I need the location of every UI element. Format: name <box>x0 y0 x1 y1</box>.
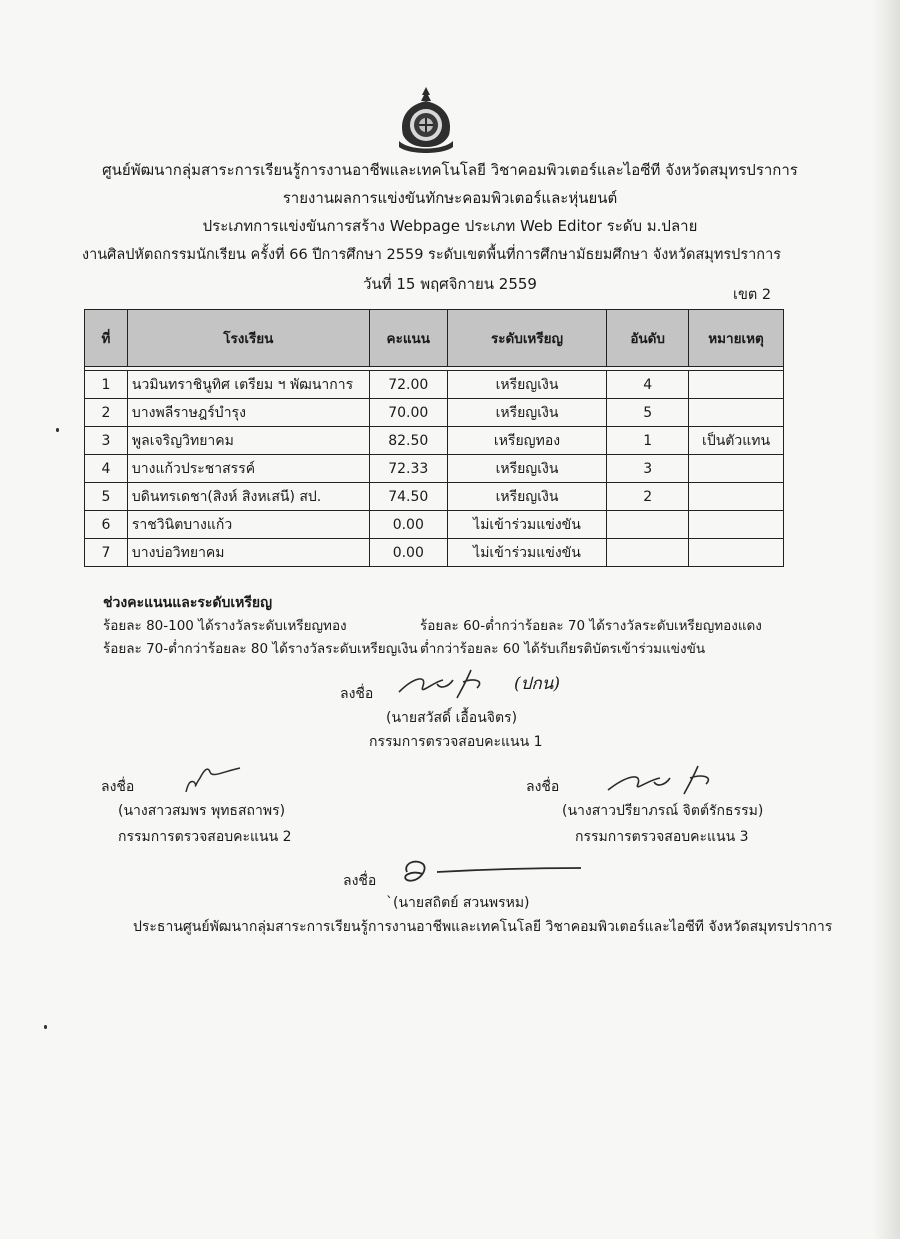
cell-medal: เหรียญเงิน <box>447 371 607 399</box>
signature-judge1 <box>393 664 518 700</box>
table-row <box>85 427 784 455</box>
col-header-no: ที่ <box>85 310 128 367</box>
header-report-title: รายงานผลการแข่งขันทักษะคอมพิวเตอร์และหุ่นยนต์ <box>282 189 618 207</box>
cell-note <box>689 511 784 539</box>
cell-note <box>689 539 784 567</box>
cell-school: พูลเจริญวิทยาคม <box>127 427 369 455</box>
cell-note: เป็นตัวแทน <box>689 427 784 455</box>
col-header-medal: ระดับเหรียญ <box>447 310 607 367</box>
table-row <box>85 483 784 511</box>
chair-name: `(นายสถิตย์ สวนพรหม) <box>386 895 530 911</box>
cell-school: บางพลีราษฎร์บำรุง <box>127 399 369 427</box>
sign-label-judge3: ลงชื่อ <box>526 779 560 795</box>
cell-school: ราชวินิตบางแก้ว <box>127 511 369 539</box>
col-header-score: คะแนน <box>369 310 447 367</box>
cell-no: 6 <box>85 511 128 539</box>
cell-score: 0.00 <box>369 539 447 567</box>
chair-role: ประธานศูนย์พัฒนากลุ่มสาระการเรียนรู้การงานอาชีพและเทคโนโลยี วิชาคอมพิวเตอร์และไอซีที จังหวัดสมุทรปราการ <box>133 919 833 935</box>
table-row <box>85 511 784 539</box>
col-header-rank: อันดับ <box>607 310 689 367</box>
cell-rank: 5 <box>607 399 689 427</box>
cell-rank <box>607 511 689 539</box>
zone-label: เขต 2 <box>733 287 772 303</box>
cell-note <box>689 399 784 427</box>
table-row <box>85 455 784 483</box>
signature-chair <box>393 850 588 892</box>
cell-score: 0.00 <box>369 511 447 539</box>
cell-score: 72.00 <box>369 371 447 399</box>
sign-label-judge2: ลงชื่อ <box>101 779 135 795</box>
cell-score: 74.50 <box>369 483 447 511</box>
cell-no: 7 <box>85 539 128 567</box>
cell-rank <box>607 539 689 567</box>
header-date: วันที่ 15 พฤศจิกายน 2559 <box>363 275 537 293</box>
judge2-role: กรรมการตรวจสอบคะแนน 2 <box>118 829 292 845</box>
cell-school: บางบ่อวิทยาคม <box>127 539 369 567</box>
legend-bronze: ร้อยละ 60-ต่ำกว่าร้อยละ 70 ได้รางวัลระดับเหรียญทองแดง <box>420 618 762 634</box>
cell-rank: 4 <box>607 371 689 399</box>
cell-rank: 3 <box>607 455 689 483</box>
cell-note <box>689 455 784 483</box>
sign-label-chair: ลงชื่อ <box>343 873 377 889</box>
cell-medal: ไม่เข้าร่วมแข่งขัน <box>447 511 607 539</box>
results-table <box>84 309 784 567</box>
legend-participation: ต่ำกว่าร้อยละ 60 ได้รับเกียรติบัตรเข้าร่วมแข่งขัน <box>420 641 706 657</box>
cell-no: 2 <box>85 399 128 427</box>
judge2-name: (นางสาวสมพร พุทธสถาพร) <box>118 803 286 819</box>
col-header-school: โรงเรียน <box>127 310 369 367</box>
cell-medal: ไม่เข้าร่วมแข่งขัน <box>447 539 607 567</box>
header-event-line: งานศิลปหัตถกรรมนักเรียน ครั้งที่ 66 ปีการศึกษา 2559 ระดับเขตพื้นที่การศึกษามัธยมศึกษา จังหวัดสมุทรปราการ <box>82 247 782 263</box>
cell-school: บางแก้วประชาสรรค์ <box>127 455 369 483</box>
table-row <box>85 539 784 567</box>
signature-judge3 <box>602 762 732 796</box>
judge3-role: กรรมการตรวจสอบคะแนน 3 <box>575 829 749 845</box>
cell-medal: เหรียญทอง <box>447 427 607 455</box>
signature-judge1-handwriting: (ปกน) <box>514 674 560 694</box>
table-row <box>85 371 784 399</box>
judge1-name: (นายสวัสดิ์ เอื้อนจิตร) <box>386 710 518 726</box>
cell-score: 82.50 <box>369 427 447 455</box>
judge3-name: (นางสาวปรียาภรณ์ จิตต์รักธรรม) <box>562 803 764 819</box>
cell-school: บดินทรเดชา(สิงห์ สิงหเสนี) สป. <box>127 483 369 511</box>
cell-no: 5 <box>85 483 128 511</box>
cell-score: 70.00 <box>369 399 447 427</box>
cell-medal: เหรียญเงิน <box>447 399 607 427</box>
cell-rank: 2 <box>607 483 689 511</box>
cell-note <box>689 483 784 511</box>
sign-label-judge1: ลงชื่อ <box>340 686 374 702</box>
cell-no: 3 <box>85 427 128 455</box>
header-competition-type: ประเภทการแข่งขันการสร้าง Webpage ประเภท Web Editor ระดับ ม.ปลาย <box>202 217 698 235</box>
header-center-name: ศูนย์พัฒนากลุ่มสาระการเรียนรู้การงานอาชีพและเทคโนโลยี วิชาคอมพิวเตอร์และไอซีที จังหวัดสมุทรปราการ <box>102 161 798 179</box>
cell-no: 1 <box>85 371 128 399</box>
col-header-note: หมายเหตุ <box>689 310 784 367</box>
legend-gold: ร้อยละ 80-100 ได้รางวัลระดับเหรียญทอง <box>103 618 347 634</box>
ministry-emblem-icon <box>395 85 457 155</box>
signature-judge2 <box>178 760 248 796</box>
legend-silver: ร้อยละ 70-ต่ำกว่าร้อยละ 80 ได้รางวัลระดับเหรียญเงิน <box>103 641 418 657</box>
cell-rank: 1 <box>607 427 689 455</box>
cell-medal: เหรียญเงิน <box>447 455 607 483</box>
scan-speck <box>56 428 59 432</box>
cell-school: นวมินทราชินูทิศ เตรียม ฯ พัฒนาการ <box>127 371 369 399</box>
judge1-role: กรรมการตรวจสอบคะแนน 1 <box>369 734 543 750</box>
cell-medal: เหรียญเงิน <box>447 483 607 511</box>
table-header-row <box>85 310 784 367</box>
table-row <box>85 399 784 427</box>
legend-title: ช่วงคะแนนและระดับเหรียญ <box>103 595 273 611</box>
cell-no: 4 <box>85 455 128 483</box>
scan-speck <box>44 1025 47 1029</box>
cell-note <box>689 371 784 399</box>
cell-score: 72.33 <box>369 455 447 483</box>
